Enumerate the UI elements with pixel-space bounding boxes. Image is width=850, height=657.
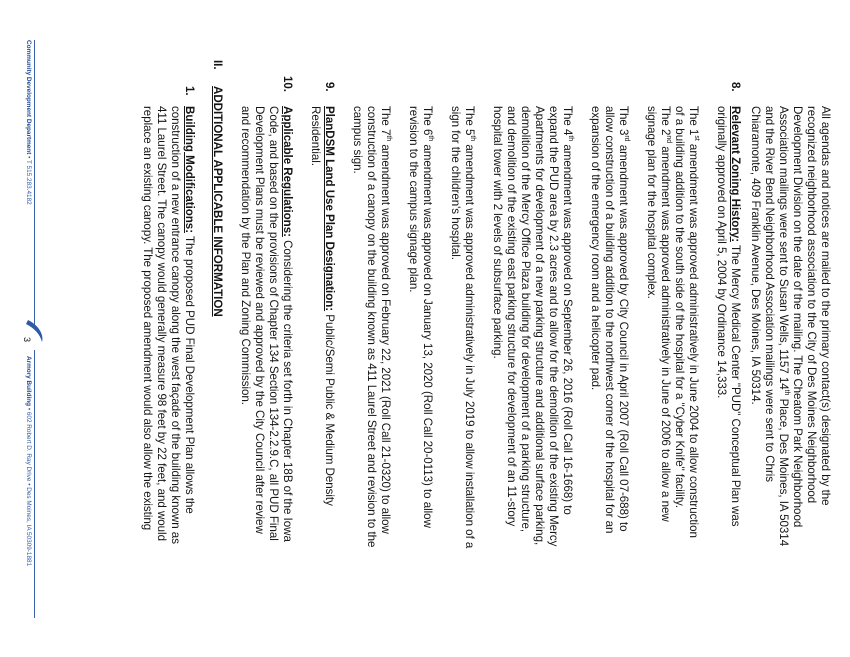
- footer-contact-left: Community Development Department • T 515.283.4182: [25, 40, 32, 205]
- item-heading: Relevant Zoning History:: [729, 106, 742, 243]
- text-line: Relevant Zoning History: The Mercy Medical Center "PUD" Conceptual Plan was: [729, 106, 742, 527]
- text-line: construction of a canopy on the building known as 411 Laurel Street and revision to the: [365, 106, 378, 548]
- text-line: The 4th amendment was approved on September 26, 2016 (Roll Call 16-1668) to: [561, 106, 574, 515]
- text-line: The 1st amendment was approved administratively in June 2004 to allow construction: [687, 106, 700, 538]
- text-line: The 6th amendment was approved on January 13, 2020 (Roll Call 20-0113) to allow: [421, 106, 434, 528]
- text-line: and recommendation by the Plan and Zoning Commission.: [239, 106, 252, 405]
- page-number: 3: [22, 337, 32, 343]
- section-number: II.: [211, 60, 224, 70]
- text-line: originally approved on April 5, 2004 by Ordinance 14,333.: [715, 106, 728, 399]
- item-heading: PlanDSM Land Use Plan Designation:: [323, 106, 336, 312]
- text-line: recognized neighborhood association to the City of Des Moines Neighborhood: [805, 106, 818, 504]
- text-line: The 5th amendment was approved administratively in July 2019 to allow installation of a: [463, 106, 476, 549]
- text-line: and demolition of the existing east parking structure for development of an 11-story: [505, 106, 518, 527]
- text-line: signage plan for the hospital complex.: [645, 106, 658, 299]
- text-line: construction of a new entrance canopy along the west façade of the building known as: [169, 106, 182, 544]
- text-line: expand the PUD area by 2.3 acres and to allow for the demolition of the existing Mercy: [547, 106, 560, 547]
- text-line: Applicable Regulations: Considering the criteria set forth in Chapter 18B of the Iowa: [281, 106, 294, 542]
- section-heading: ADDITIONAL APPLICABLE INFORMATION: [211, 86, 224, 317]
- item-number: 8.: [729, 82, 742, 92]
- text-line: replace an existing canopy. The proposed amendment would also allow the existing: [141, 106, 154, 531]
- text-line: sign for the children's hospital.: [449, 106, 462, 260]
- text-line: and the River Bend Neighborhood Association mailings were sent to Chris: [763, 106, 776, 483]
- text-line: Chiaramonte, 409 Franklin Avenue, Des Moines, IA 50314.: [749, 106, 762, 405]
- text-line: PlanDSM Land Use Plan Designation: Public/Semi Public & Medium Density: [323, 106, 336, 506]
- text-line: Building Modifications: The proposed PUD Final Development Plan allows the: [183, 106, 196, 514]
- text-line: Apartments for development of a new parking structure and additional surface parking,: [533, 106, 546, 546]
- footer-address-right: Armory Building • 602 Robert D. Ray Drive • Des Moines, IA 50309-1881: [25, 356, 32, 567]
- text-line: of a building addition to the south side of the hospital for a "Cyber Knife" facility.: [673, 106, 686, 509]
- text-line: demolition of the Mercy Office Plaza building for development of a parking structure,: [519, 106, 532, 533]
- text-line: The 3rd amendment was approved by City Council in April 2007 (Roll Call 07-688) to: [617, 106, 630, 532]
- text-line: hospital tower with 2 levels of subsurface parking.: [491, 106, 504, 359]
- text-line: The 7th amendment was approved on February 22, 2021 (Roll Call 21-0320) to allow: [379, 106, 392, 534]
- text-line: revision to the campus signage plan.: [407, 106, 420, 293]
- item-heading: Applicable Regulations:: [281, 106, 294, 237]
- text-line: campus sign.: [351, 106, 364, 174]
- text-line: allow construction of a building addition to the northwest corner of the hospital for an: [603, 106, 616, 534]
- item-number: 1.: [183, 86, 196, 96]
- item-heading: Building Modifications:: [183, 106, 196, 234]
- footer-rule-right: [34, 350, 35, 618]
- text-line: Code, and based on the provisions of Chapter 134 Section 134-2.2.9.C, all PUD Final: [267, 106, 280, 541]
- text-line: All agendas and notices are mailed to the primary contact(s) designated by the: [819, 106, 832, 506]
- text-line: The 2nd amendment was approved administratively in June of 2006 to allow a new: [659, 106, 672, 522]
- item-number: 10.: [281, 76, 294, 92]
- text-line: Development Plans must be reviewed and approved by the City Council after review: [253, 106, 266, 534]
- text-line: Association mailings were sent to Susan Wells, 1157 14th Place, Des Moines, IA 50314: [777, 106, 790, 547]
- footer-rule-left: [34, 40, 35, 325]
- text-line: Residential.: [309, 106, 322, 166]
- text-line: 411 Laurel Street. The canopy would generally measure 98 feet by 22 feet, and would: [155, 106, 168, 541]
- item-number: 9.: [323, 82, 336, 92]
- text-line: Development Division on the date of the mailing. The Cheatom Park Neighborhood: [791, 106, 804, 528]
- text-line: expansion of the emergency room and a helicopter pad.: [589, 106, 602, 391]
